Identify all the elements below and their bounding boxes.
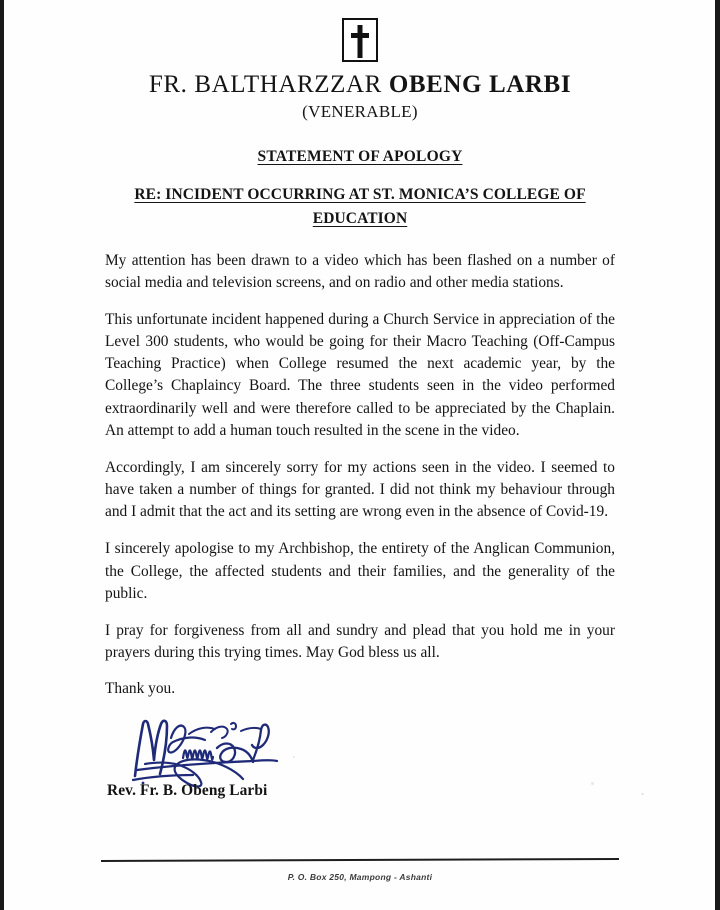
closing-line: Thank you. (105, 680, 176, 698)
page-footer (5, 859, 715, 882)
footer-address: P. O. Box 250, Mampong - Ashanti (287, 872, 433, 882)
paragraph-3: Accordingly, I am sincerely sorry for my actions seen in the video. I seemed to have taken a number of things for granted. I did not think my behaviour through and I admit that the act and its setting are wrong even in the absence of Covid-19. (105, 458, 615, 521)
letterhead-rank: (VENERABLE) (302, 101, 418, 121)
paragraph-4: I sincerely apologise to my Archbishop, the entirety of the Anglican Communion, the College, the affected students and their families, and the generality of the public. (105, 540, 615, 602)
document-body (105, 250, 615, 701)
letterhead-name-regular: FR. BALTHARZZAR (148, 71, 389, 98)
page-edge-strip-left (0, 0, 4, 910)
page-edge-strip-right (715, 0, 720, 910)
paragraph-5: I pray for forgiveness from all and sundry and plead that you hold me in your prayers during this trying times. May God bless us all. (105, 621, 615, 662)
letterhead-name (5, 71, 715, 99)
document-title: STATEMENT OF APOLOGY (257, 147, 463, 165)
handwritten-signature (127, 714, 297, 788)
paragraph-1: My attention has been drawn to a video which has been flashed on a number of social media and television screens, and on radio and other media stations. (105, 251, 615, 291)
scan-speck (591, 782, 594, 785)
paragraph-2: This unfortunate incident happened during a Church Service in appreciation of the Level 300 students, who would be going for their Macro Teaching (Off-Campus Teaching Practice) when College resumed the next academic year, by the College’s Chaplaincy Board. The three students seen in the video performed extraordinarily well and were therefore called to be appreciated by the Chaplain. An attempt to add a human touch resulted in the scene in the video. (105, 310, 615, 439)
scan-speck (293, 756, 295, 758)
cross-horizontal-bar (351, 33, 369, 38)
title-section (5, 148, 715, 231)
letterhead (5, 0, 715, 122)
latin-cross-icon (342, 18, 378, 62)
document-subject: RE: INCIDENT OCCURRING AT ST. MONICA’S COLLEGE OF EDUCATION (134, 185, 586, 227)
signer-name: Rev. Fr. B. Obeng Larbi (107, 782, 268, 800)
document-page (5, 0, 715, 910)
scan-speck (641, 793, 644, 795)
letterhead-name-bold: OBENG LARBI (388, 71, 572, 98)
footer-divider (101, 858, 619, 862)
cross-vertical-bar (358, 25, 363, 58)
signature-block (105, 714, 615, 800)
